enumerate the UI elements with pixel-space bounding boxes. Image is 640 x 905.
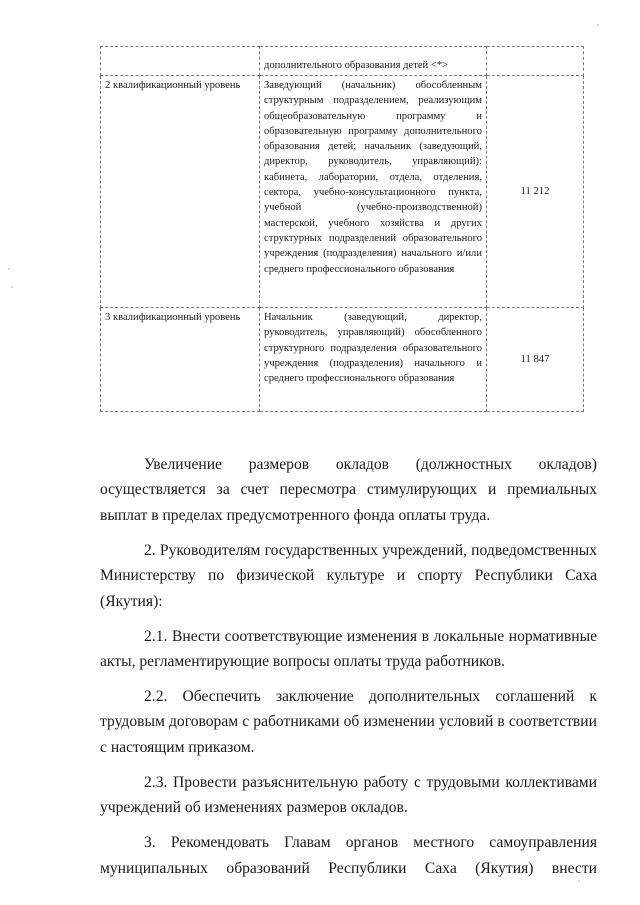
description-cell: Заведующий (начальник) обособленным структурным подразделением, реализующим общеобразовательную программу и образовательную программу дополнительного образования детей; начальник (заведующий, директор, руководитель, управляющий): кабинета, лаборатории, отдела, отделения, сектора, учебно-консультационного пункта, учебной (учебно-производственной) мастерской, учебного хозяйства и других структурных подразделений образовательного учреждения (подразделения) начального и/или среднего профессионального образования — [260, 76, 487, 308]
paragraph: Увеличение размеров окладов (должностных окладов) осуществляется за счет пересмотра стимулирующих и премиальных выплат в пределах предусмотренного фонда оплаты труда. — [100, 456, 597, 524]
salary-cell: 11 212 — [487, 76, 584, 308]
table-row — [101, 308, 584, 412]
paragraph: 2.2. Обеспечить заключение дополнительных соглашений к трудовым договорам с работниками об изменении условий в соответствии с настоящим приказом. — [100, 688, 597, 756]
level-cell: 3 квалификационный уровень — [101, 308, 260, 412]
document-body — [100, 452, 597, 891]
table-row — [101, 76, 584, 308]
level-cell — [101, 47, 260, 76]
paragraph: 2.1. Внести соответствующие изменения в локальные нормативные акты, регламентирующие вопросы оплаты труда работников. — [100, 627, 597, 671]
level-cell: 2 квалификационный уровень — [101, 76, 260, 308]
description-cell: дополнительного образования детей <*> — [260, 47, 487, 76]
salary-cell — [487, 47, 584, 76]
scan-speck — [11, 286, 13, 288]
scan-speck — [8, 268, 10, 270]
scan-speck — [578, 880, 580, 882]
paragraph: 2.3. Провести разъяснительную работу с трудовыми коллективами учреждений об изменениях размеров окладов. — [100, 773, 597, 817]
description-cell: Начальник (заведующий, директор, руководитель, управляющий) обособленного структурного подразделения образовательного учреждения (подразделения) начального и среднего профессионального образования — [260, 308, 487, 412]
salary-cell: 11 847 — [487, 308, 584, 412]
table-row — [101, 47, 584, 76]
paragraph: 2. Руководителям государственных учреждений, подведомственных Министерству по физической культуре и спорту Республики Саха (Якутия): — [100, 541, 597, 610]
salary-table — [100, 46, 584, 412]
paragraph: 3. Рекомендовать Главам органов местного самоуправления муниципальных образований Республики Саха (Якутия) внести — [100, 834, 597, 877]
scan-speck — [597, 24, 599, 26]
